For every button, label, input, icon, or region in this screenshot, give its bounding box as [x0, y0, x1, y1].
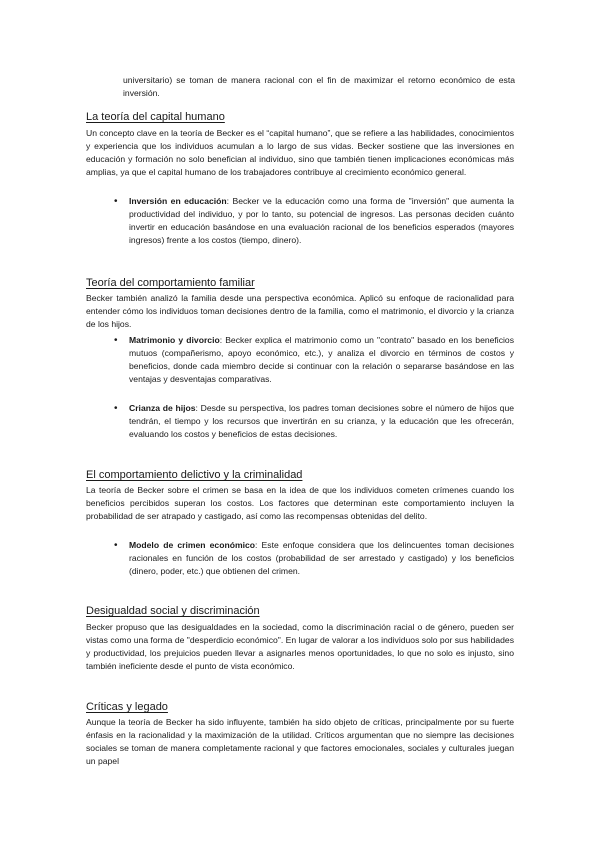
bullet-item-inversion-educacion [114, 195, 515, 247]
section-heading-desigualdad-social: Desigualdad social y discriminación [86, 605, 260, 617]
bullet-item-crianza-hijos [114, 402, 515, 441]
bullet-item-matrimonio-divorcio [114, 334, 514, 386]
bullet-term: Inversión en educación [129, 196, 227, 206]
bullet-text: : Becker ve la educación como una forma de "inversión" que aumenta la productividad del individuo, y por lo tanto, su potencial de ingresos. Las personas deciden cuánto invertir en educación basándose en una evaluación racional de los beneficios esperados (mayores ingresos) frente a los costos (tiempo, dinero). [129, 196, 515, 245]
bullet-text: : Becker explica el matrimonio como un "contrato" basado en los beneficios mutuos (compañerismo, apoyo económico, etc.), y analiza el divorcio en términos de costos y beneficios, donde cada miembro decide si continuar con la relación o separarse basándose en las ventajas y desventajas comparativas. [129, 335, 514, 384]
section-paragraph-criticas-legado: Aunque la teoría de Becker ha sido influyente, también ha sido objeto de críticas, principalmente por su fuerte énfasis en la racionalidad y la maximización de la utilidad. Críticos argumentan que no siempre las decisiones sociales se toman de manera completamente racional y que factores emocionales, sociales y culturales juegan un papel [86, 717, 514, 766]
bullet-term: Crianza de hijos [129, 403, 196, 413]
section-paragraph-capital-humano: Un concepto clave en la teoría de Becker es el “capital humano”, que se refiere a las habilidades, conocimientos y experiencia que los individuos acumulan a lo largo de sus vidas. Becker sostiene que las inversiones en educación y formación no solo benefician al individuo, sino que también tienen implicaciones económicas más amplias, ya que el capital humano de los trabajadores contribuye al crecimiento económico general. [86, 128, 514, 177]
bullet-dot-icon: • [114, 403, 118, 414]
section-paragraph-desigualdad-social: Becker propuso que las desigualdades en la sociedad, como la discriminación racial o de género, pueden ser vistas como una forma de "desperdicio económico". En lugar de valorar a los individuos solo por sus habilidades y productividad, los prejuicios pueden llevar a asignarles menos oportunidades, lo que no solo es injusto, sino también ineficiente desde el punto de vista económico. [86, 622, 514, 671]
bullet-dot-icon: • [114, 196, 118, 207]
bullet-text: : Desde su perspectiva, los padres toman decisiones sobre el número de hijos que tendrán, el tiempo y los recursos que invertirán en su crianza, y la educación que les ofrecerán, evaluando los costos y beneficios de estas decisiones. [129, 403, 515, 439]
section-heading-capital-humano: La teoría del capital humano [86, 111, 225, 123]
bullet-dot-icon: • [114, 540, 118, 551]
section-heading-comportamiento-delictivo: El comportamiento delictivo y la criminalidad [86, 469, 303, 481]
bullet-term: Matrimonio y divorcio [129, 335, 220, 345]
section-paragraph-comportamiento-delictivo: La teoría de Becker sobre el crimen se basa en la idea de que los individuos cometen crímenes cuando los beneficios percibidos superan los costos. Los factores que determinan este comportamiento incluyen la probabilidad de ser atrapado y castigado, así como las recompensas obtenidas del delito. [86, 485, 514, 521]
section-paragraph-comportamiento-familiar: Becker también analizó la familia desde una perspectiva económica. Aplicó su enfoque de racionalidad para entender cómo los individuos toman decisiones dentro de la familia, como el matrimonio, el divorcio y la crianza de los hijos. [86, 293, 514, 329]
section-heading-comportamiento-familiar: Teoría del comportamiento familiar [86, 277, 255, 289]
bullet-text: : Este enfoque considera que los delincuentes toman decisiones racionales en función de los costos (probabilidad de ser arrestado y castigado) y los beneficios (dinero, poder, etc.) que obtienen del crimen. [129, 540, 514, 576]
bullet-dot-icon: • [114, 335, 118, 346]
bullet-term: Modelo de crimen económico [129, 540, 256, 550]
intro-continuation: universitario) se toman de manera racional con el fin de maximizar el retorno económico de esta inversión. [123, 75, 515, 98]
bullet-item-modelo-crimen [114, 539, 514, 578]
section-heading-criticas-legado: Críticas y legado [86, 701, 168, 713]
